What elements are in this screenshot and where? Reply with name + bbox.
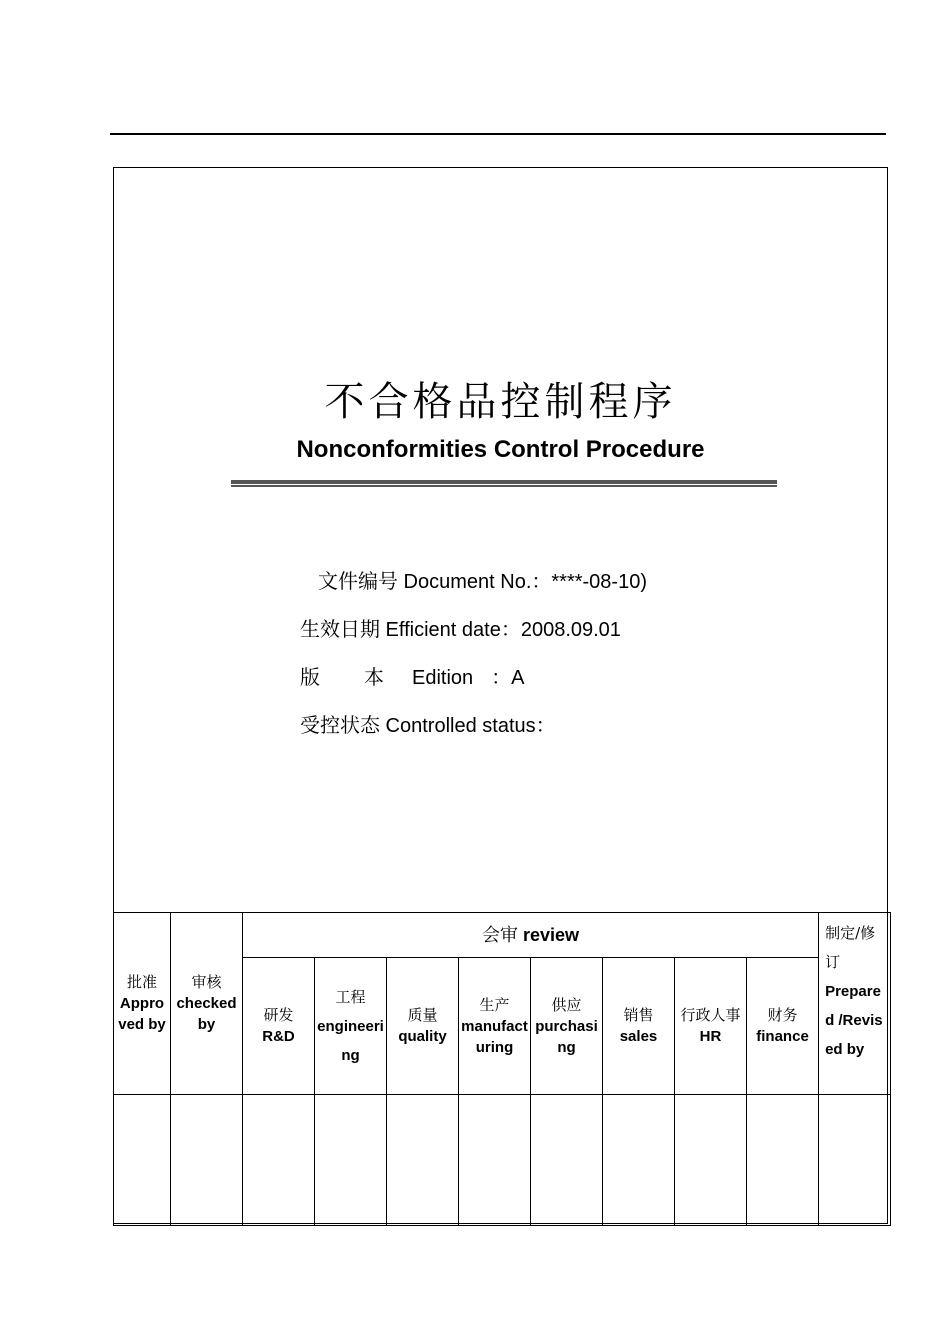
dept-purchasing-header: 供应 purchasing	[531, 958, 603, 1095]
edition-value: A	[511, 667, 525, 689]
signature-cell-manufacturing[interactable]	[459, 1095, 531, 1226]
document-meta	[300, 558, 647, 750]
signature-cell-purchasing[interactable]	[531, 1095, 603, 1226]
dept-quality-header: 质量 quality	[387, 958, 459, 1095]
signature-cell-prepared[interactable]	[819, 1095, 891, 1226]
controlled-status-row	[300, 702, 647, 750]
signature-cell-checked[interactable]	[171, 1095, 243, 1226]
title-underline	[231, 480, 777, 487]
dept-sales-header: 销售 sales	[603, 958, 675, 1095]
checked-by-header: 审核 checked by	[171, 913, 243, 1095]
signature-cell-hr[interactable]	[675, 1095, 747, 1226]
edition-label-en: Edition	[412, 667, 474, 689]
review-header: 会审 review	[243, 913, 819, 958]
dept-engineering-header: 工程 engineering	[315, 958, 387, 1095]
header-rule	[110, 133, 886, 135]
dept-rd-header: 研发 R&D	[243, 958, 315, 1095]
signature-cell-quality[interactable]	[387, 1095, 459, 1226]
dept-finance-header: 财务 finance	[747, 958, 819, 1095]
dept-manufacturing-header: 生产 manufacturing	[459, 958, 531, 1095]
dept-hr-header: 行政人事 HR	[675, 958, 747, 1095]
edition-row	[300, 654, 647, 702]
title-english: Nonconformities Control Procedure	[296, 436, 705, 463]
doc-number-value: ****-08-10)	[551, 571, 647, 593]
edition-label-cn-2: 本	[364, 667, 384, 689]
prepared-by-header: 制定/修订 Prepared /Revised by	[819, 913, 891, 1095]
doc-number-label: 文件编号 Document No.：	[318, 571, 552, 593]
signature-cell-finance[interactable]	[747, 1095, 819, 1226]
effective-date-row	[300, 606, 647, 654]
approved-by-header: 批准 Approved by	[114, 913, 171, 1095]
signature-cell-sales[interactable]	[603, 1095, 675, 1226]
signature-cell-rd[interactable]	[243, 1095, 315, 1226]
edition-label-cn-1: 版	[300, 667, 320, 689]
signature-cell-approved[interactable]	[114, 1095, 171, 1226]
title-chinese: 不合格品控制程序	[324, 379, 677, 425]
cover-frame	[113, 167, 888, 1224]
signature-cell-engineering[interactable]	[315, 1095, 387, 1226]
controlled-status-label: 受控状态 Controlled status：	[300, 715, 556, 737]
effective-date-value: 2008.09.01	[520, 619, 621, 641]
review-signature-table	[113, 912, 891, 1226]
doc-number-row	[300, 558, 647, 606]
effective-date-label: 生效日期 Efficient date：	[300, 619, 521, 641]
edition-separator: ：	[491, 667, 512, 689]
